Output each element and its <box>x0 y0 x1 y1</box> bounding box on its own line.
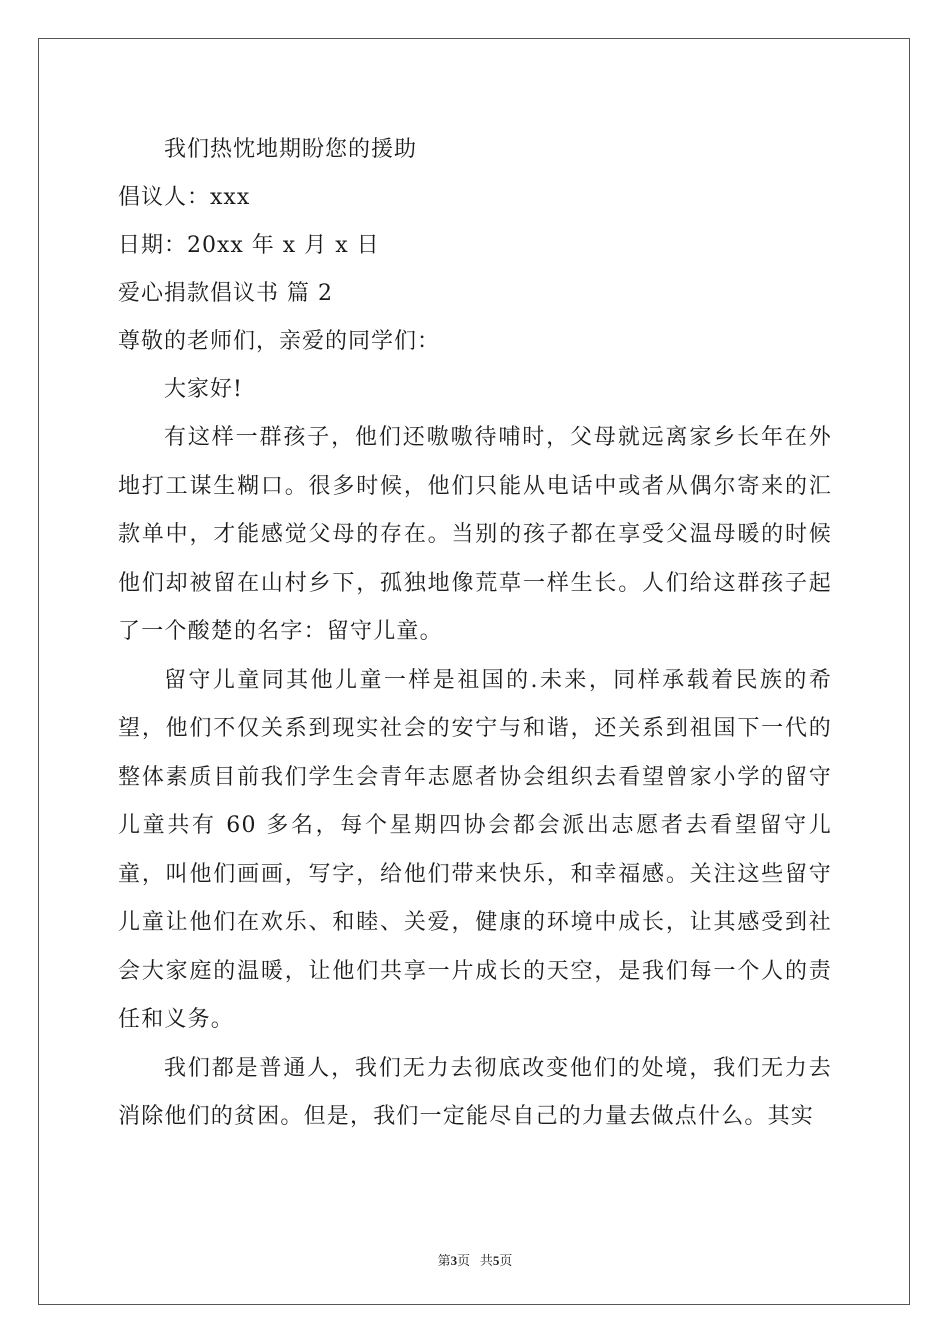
page-prefix: 第 <box>437 1253 451 1268</box>
total-suffix: 页 <box>499 1253 513 1268</box>
greeting-line: 大家好! <box>164 377 243 402</box>
page-number: 3 <box>450 1253 458 1268</box>
initiator-line: 倡议人：xxx <box>118 185 251 210</box>
paragraph-3: 我们都是普通人，我们无力去彻底改变他们的处境，我们无力去消除他们的贫困。但是，我们一定能尽自己的力量去做点什么。其实 <box>118 1055 832 1129</box>
page-footer <box>0 1250 950 1269</box>
paragraph-2: 留守儿童同其他儿童一样是祖国的.未来，同样承载着民族的希望，他们不仅关系到现实社会的安宁与和谐，还关系到祖国下一代的整体素质目前我们学生会青年志愿者协会组织去看望曾家小学的留守儿童共有 60 多名，每个星期四协会都会派出志愿者去看望留守儿童，叫他们画画，写字，给他们带来快乐，和幸福感。关注这些留守儿童让他们在欢乐、和睦、关爱，健康的环境中成长，让其感受到社会大家庭的温暖，让他们共享一片成长的天空，是我们每一个人的责任和义务。 <box>118 667 832 1032</box>
section-heading: 爱心捐款倡议书 篇 2 <box>118 281 333 306</box>
total-prefix: 共 <box>479 1253 493 1268</box>
document-body <box>118 126 832 1142</box>
total-pages: 5 <box>492 1253 500 1268</box>
closing-line: 我们热忱地期盼您的援助 <box>164 137 418 162</box>
date-line: 日期：20xx 年 x 月 x 日 <box>118 233 380 258</box>
page-suffix: 页 <box>457 1253 471 1268</box>
paragraph-1: 有这样一群孩子，他们还嗷嗷待哺时，父母就远离家乡长年在外地打工谋生糊口。很多时候，他们只能从电话中或者从偶尔寄来的汇款单中，才能感觉父母的存在。当别的孩子都在享受父温母暖的时候他们却被留在山村乡下，孤独地像荒草一样生长。人们给这群孩子起了一个酸楚的名字：留守儿童。 <box>118 425 832 644</box>
salutation-line: 尊敬的老师们，亲爱的同学们： <box>118 329 441 354</box>
